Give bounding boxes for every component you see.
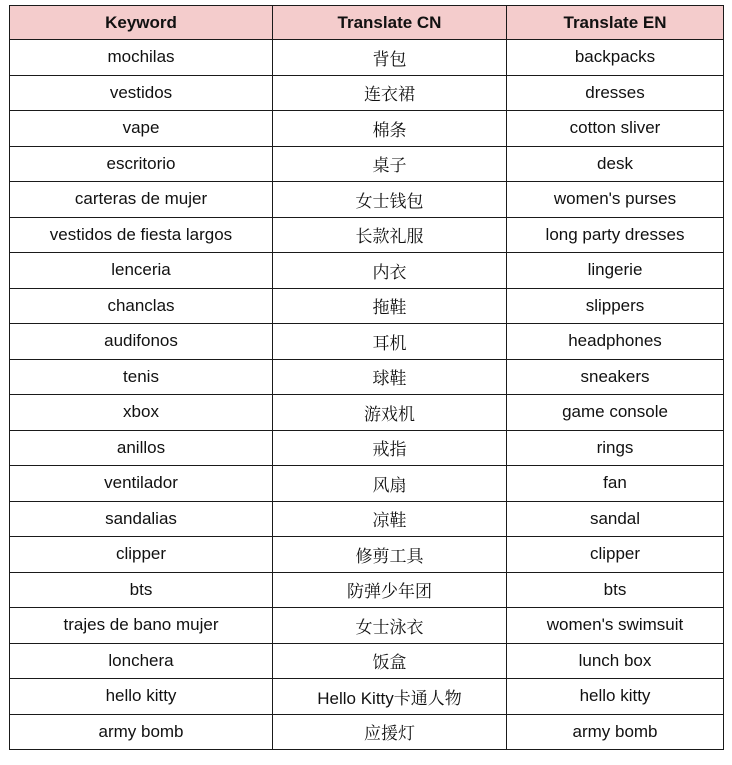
translate-cn-cell: 修剪工具 — [273, 537, 507, 573]
translate-cn-cell: 背包 — [273, 40, 507, 76]
translate-cn-cell: 女士泳衣 — [273, 608, 507, 644]
translate-cn-cell: 戒指 — [273, 430, 507, 466]
keyword-cell: vestidos de fiesta largos — [10, 217, 273, 253]
keyword-cell: vape — [10, 111, 273, 147]
table-row — [10, 217, 724, 253]
keyword-cell: tenis — [10, 359, 273, 395]
keyword-cell: anillos — [10, 430, 273, 466]
keyword-translation-sheet — [9, 5, 724, 750]
translate-cn-cell: 凉鞋 — [273, 501, 507, 537]
table-row — [10, 466, 724, 502]
table-row — [10, 40, 724, 76]
translate-en-cell: slippers — [507, 288, 724, 324]
keyword-cell: army bomb — [10, 714, 273, 750]
translate-en-cell: bts — [507, 572, 724, 608]
header-row — [10, 6, 724, 40]
translate-cn-cell: 棉条 — [273, 111, 507, 147]
translate-cn-cell: 应援灯 — [273, 714, 507, 750]
translate-cn-cell: 游戏机 — [273, 395, 507, 431]
keyword-cell: chanclas — [10, 288, 273, 324]
table-row — [10, 537, 724, 573]
translate-en-cell: rings — [507, 430, 724, 466]
table-row — [10, 714, 724, 750]
keyword-cell: ventilador — [10, 466, 273, 502]
keyword-cell: carteras de mujer — [10, 182, 273, 218]
translate-en-cell: game console — [507, 395, 724, 431]
table-row — [10, 146, 724, 182]
table-row — [10, 608, 724, 644]
translate-cn-cell: 桌子 — [273, 146, 507, 182]
translate-en-cell: long party dresses — [507, 217, 724, 253]
table-row — [10, 395, 724, 431]
table-row — [10, 324, 724, 360]
translate-cn-cell: 长款礼服 — [273, 217, 507, 253]
table-row — [10, 643, 724, 679]
translate-cn-cell: 内衣 — [273, 253, 507, 289]
translate-cn-cell: 连衣裙 — [273, 75, 507, 111]
keyword-cell: trajes de bano mujer — [10, 608, 273, 644]
translate-en-cell: backpacks — [507, 40, 724, 76]
keyword-cell: vestidos — [10, 75, 273, 111]
translate-en-cell: hello kitty — [507, 679, 724, 715]
table-row — [10, 359, 724, 395]
table-row — [10, 679, 724, 715]
translate-cn-cell: 风扇 — [273, 466, 507, 502]
keyword-cell: lonchera — [10, 643, 273, 679]
translate-en-cell: sneakers — [507, 359, 724, 395]
translate-cn-cell: 耳机 — [273, 324, 507, 360]
translate-en-cell: army bomb — [507, 714, 724, 750]
header-translate-cn: Translate CN — [273, 6, 507, 40]
table-row — [10, 288, 724, 324]
table-row — [10, 253, 724, 289]
translate-en-cell: women's swimsuit — [507, 608, 724, 644]
keyword-cell: sandalias — [10, 501, 273, 537]
translate-cn-cell: 球鞋 — [273, 359, 507, 395]
keyword-cell: clipper — [10, 537, 273, 573]
translate-en-cell: headphones — [507, 324, 724, 360]
table-row — [10, 111, 724, 147]
keyword-cell: mochilas — [10, 40, 273, 76]
translate-cn-cell: 女士钱包 — [273, 182, 507, 218]
translate-cn-cell: Hello Kitty卡通人物 — [273, 679, 507, 715]
translate-cn-cell: 拖鞋 — [273, 288, 507, 324]
table-row — [10, 501, 724, 537]
translate-en-cell: clipper — [507, 537, 724, 573]
translate-en-cell: sandal — [507, 501, 724, 537]
translate-en-cell: lingerie — [507, 253, 724, 289]
translate-en-cell: fan — [507, 466, 724, 502]
keyword-cell: lenceria — [10, 253, 273, 289]
translate-en-cell: desk — [507, 146, 724, 182]
translate-en-cell: cotton sliver — [507, 111, 724, 147]
header-translate-en: Translate EN — [507, 6, 724, 40]
header-keyword: Keyword — [10, 6, 273, 40]
translate-en-cell: dresses — [507, 75, 724, 111]
table-body — [10, 40, 724, 750]
translate-en-cell: lunch box — [507, 643, 724, 679]
table-row — [10, 75, 724, 111]
translate-cn-cell: 防弹少年团 — [273, 572, 507, 608]
keyword-cell: escritorio — [10, 146, 273, 182]
keyword-cell: hello kitty — [10, 679, 273, 715]
translate-cn-cell: 饭盒 — [273, 643, 507, 679]
table-row — [10, 430, 724, 466]
table-row — [10, 572, 724, 608]
keyword-cell: bts — [10, 572, 273, 608]
keyword-translation-table — [9, 5, 724, 750]
table-row — [10, 182, 724, 218]
translate-en-cell: women's purses — [507, 182, 724, 218]
keyword-cell: audifonos — [10, 324, 273, 360]
keyword-cell: xbox — [10, 395, 273, 431]
